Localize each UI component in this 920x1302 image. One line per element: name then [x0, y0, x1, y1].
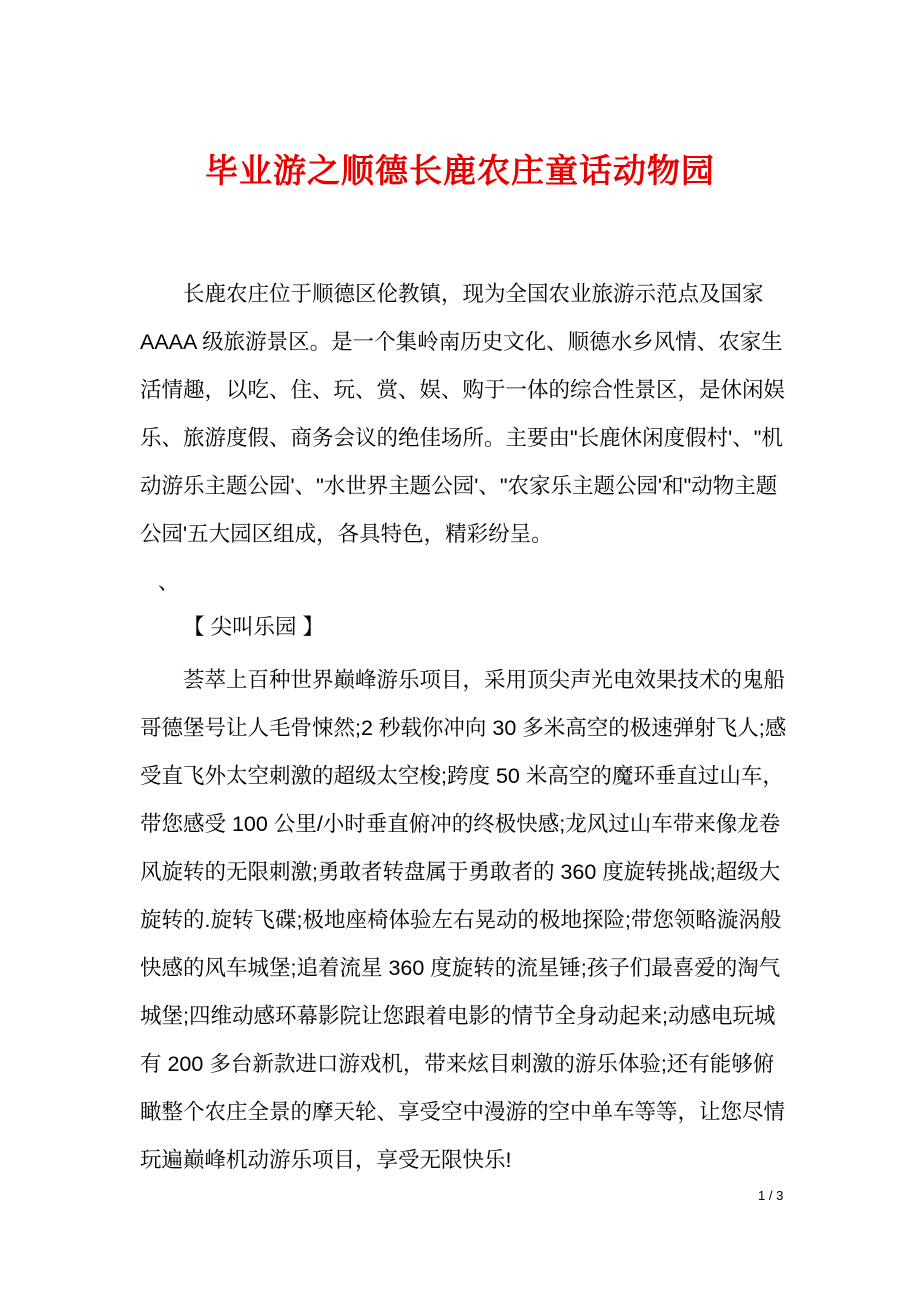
- paragraph-line: 哥德堡号让人毛骨悚然;2 秒载你冲向 30 多米高空的极速弹射飞人;感: [140, 716, 787, 740]
- paragraph-line: 风旋转的无限刺激;勇敢者转盘属于勇敢者的 360 度旋转挑战;超级大: [140, 860, 781, 884]
- page-number: 1 / 3: [758, 1188, 784, 1203]
- paragraph-line: 带您感受 100 公里/小时垂直俯冲的终极快感;龙风过山车带来像龙卷: [140, 812, 781, 836]
- paragraph-line: 玩遍巅峰机动游乐项目，享受无限快乐!: [140, 1148, 512, 1172]
- section-paragraph: [140, 656, 790, 1184]
- paragraph-line: 长鹿农庄位于顺德区伦教镇，现为全国农业旅游示范点及国家: [183, 282, 764, 306]
- punctuation-mark: 、: [158, 571, 179, 594]
- paragraph-line: 活情趣，以吃、住、玩、赏、娱、购于一体的综合性景区，是休闲娱: [140, 378, 786, 402]
- paragraph-line: 快感的风车城堡;追着流星 360 度旋转的流星锤;孩子们最喜爱的淘气: [140, 956, 781, 980]
- section-heading: 【 尖叫乐园 】: [183, 615, 324, 639]
- paragraph-line: 动游乐主题公园'、"水世界主题公园'、"农家乐主题公园'和"动物主题: [140, 474, 778, 498]
- paragraph-line: 公园'五大园区组成，各具特色，精彩纷呈。: [140, 522, 553, 546]
- paragraph-line: 旋转的.旋转飞碟;极地座椅体验左右晃动的极地探险;带您领略漩涡般: [140, 908, 782, 932]
- document-title: 毕业游之顺德长鹿农庄童话动物园: [205, 152, 715, 189]
- paragraph-line: 受直飞外太空刺激的超级太空梭;跨度 50 米高空的魔环垂直过山车，: [140, 764, 784, 788]
- intro-paragraph: [140, 270, 790, 558]
- paragraph-line: 荟萃上百种世界巅峰游乐项目，采用顶尖声光电效果技术的鬼船: [183, 668, 786, 692]
- paragraph-line: 城堡;四维动感环幕影院让您跟着电影的情节全身动起来;动感电玩城: [140, 1004, 776, 1028]
- paragraph-line: AAAA 级旅游景区。是一个集岭南历史文化、顺德水乡风情、农家生: [140, 330, 783, 354]
- paragraph-line: 瞰整个农庄全景的摩天轮、享受空中漫游的空中单车等等，让您尽情: [140, 1100, 786, 1124]
- paragraph-line: 乐、旅游度假、商务会议的绝佳场所。主要由"长鹿休闲度假村'、"机: [140, 426, 783, 450]
- paragraph-line: 有 200 多台新款进口游戏机，带来炫目刺激的游乐体验;还有能够俯: [140, 1052, 775, 1076]
